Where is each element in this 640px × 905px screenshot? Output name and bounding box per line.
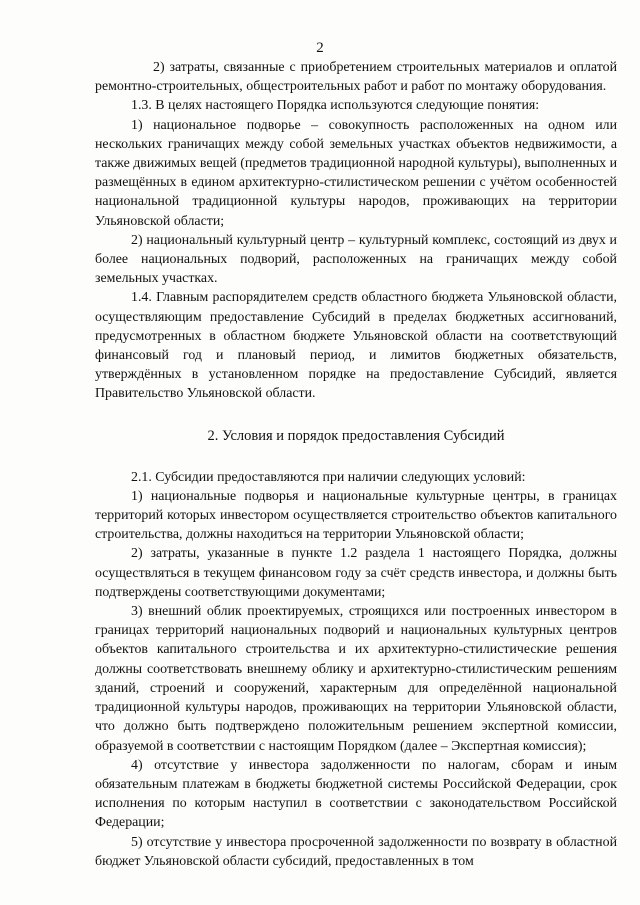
document-body — [95, 58, 617, 871]
paragraph: 5) отсутствие у инвестора просроченной задолженности по возврату в областной бюджет Ульяновской области субсидий, предоставленных в том — [95, 834, 617, 869]
paragraph: 2.1. Субсидии предоставляются при наличии следующих условий: — [131, 469, 526, 485]
paragraph: 1) национальное подворье – совокупность расположенных на одном или нескольких граничащих между собой земельных участках объектов недвижимости, а также движимых вещей (предметов традиционной народной культуры), выполненных и размещённых в едином архитектурно-стилистическом решении с учётом особенностей национальной традиционной культуры народов, проживающих на территории Ульяновской области; — [95, 117, 617, 229]
paragraph: 4) отсутствие у инвестора задолженности по налогам, сборам и иным обязательным платежам в бюджеты бюджетной системы Российской Федерации, срок исполнения по которым наступил в соответствии с законодательством Российской Федерации; — [95, 757, 617, 831]
page-number: 2 — [316, 40, 324, 56]
section-heading: 2. Условия и порядок предоставления Субсидий — [207, 427, 505, 444]
paragraph: 1.3. В целях настоящего Порядка используются следующие понятия: — [131, 98, 540, 114]
paragraph: 2) национальный культурный центр – культурный комплекс, состоящий из двух и более национальных подворий, расположенных на граничащих между собой земельных участках. — [95, 232, 617, 287]
paragraph: 1) национальные подворья и национальные культурные центры, в границах территорий которых инвестором осуществляется строительство объектов капитального строительства, должны находиться на территории Ульяновской области; — [95, 488, 617, 543]
paragraph: 2) затраты, связанные с приобретением строительных материалов и оплатой ремонтно-строительных, общестроительных работ и работ по монтажу оборудования. — [95, 60, 617, 95]
paragraph: 2) затраты, указанные в пункте 1.2 раздела 1 настоящего Порядка, должны осуществляться в текущем финансовом году за счёт средств инвестора, и должны быть подтверждены соответствующими документами; — [95, 546, 617, 600]
paragraph: 1.4. Главным распорядителем средств областного бюджета Ульяновской области, осуществляющим предоставление Субсидий в пределах бюджетных ассигнований, предусмотренных в областном бюджете Ульяновской области на соответствующий финансовый год и плановый период, и лимитов бюджетных обязательств, утверждённых в установленном порядке на предоставление Субсидий, является Правительство Ульяновской области. — [95, 290, 617, 402]
paragraph: 3) внешний облик проектируемых, строящихся или построенных инвестором в границах территорий национальных подворий и национальных культурных центров объектов капитального строительства и их архитектурно-стилистические решения должны соответствовать внешнему облику и архитектурно-стилистическим решениям зданий, строений и сооружений, характерным для определённой национальной традиционной культуры народов, проживающих на территории Ульяновской области, что должно быть подтверждено положительным решением экспертной комиссии, образуемой в соответствии с настоящим Порядком (далее – Экспертная комиссия); — [95, 604, 617, 754]
